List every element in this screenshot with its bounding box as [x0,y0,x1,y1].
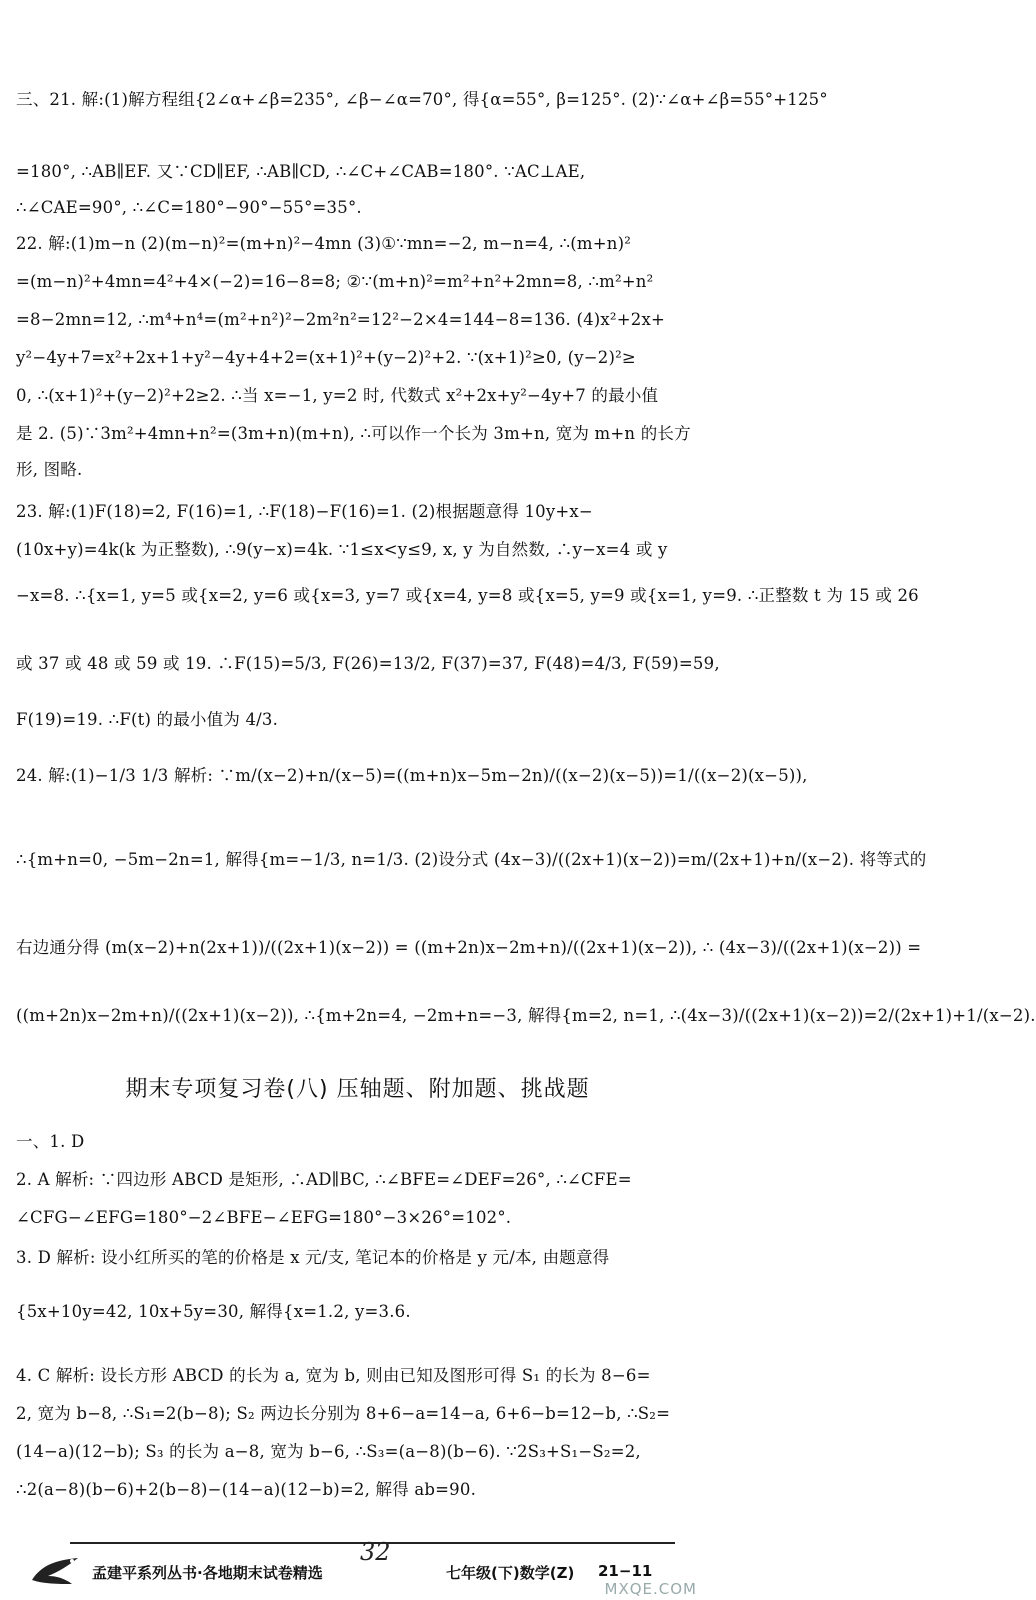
answer-line: (10x+y)=4k(k 为正整数), ∴9(y−x)=4k. ∵1≤x<y≤9, x, y 为自然数, ∴y−x=4 或 y [16,540,668,559]
book-series-title: 孟建平系列丛书·各地期末试卷精选 [92,1564,323,1582]
answer-line: =8−2mn=12, ∴m⁴+n⁴=(m²+n²)²−2m²n²=12²−2×4=144−8=136. (4)x²+2x+ [16,310,665,329]
section-heading: 期末专项复习卷(八) 压轴题、附加题、挑战题 [125,1077,590,1102]
answer-line: {5x+10y=42, 10x+5y=30, 解得{x=1.2, y=3.6. [16,1302,411,1321]
answer-line: 形, 图略. [16,460,83,479]
answer-line: −x=8. ∴{x=1, y=5 或{x=2, y=6 或{x=3, y=7 或{x=4, y=8 或{x=5, y=9 或{x=1, y=9. ∴正整数 t 为 15 或 26 [16,586,919,605]
page-number: 21−11 [598,1562,653,1580]
page-footer [0,1536,715,1600]
answer-line: ∴∠CAE=90°, ∴∠C=180°−90°−55°=35°. [16,198,362,217]
answer-line: ∠CFG−∠EFG=180°−2∠BFE−∠EFG=180°−3×26°=102°. [16,1208,512,1227]
answer-line: 一、1. D [16,1132,85,1151]
answer-line: =180°, ∴AB∥EF. 又∵CD∥EF, ∴AB∥CD, ∴∠C+∠CAB=180°. ∵AC⊥AE, [16,162,586,181]
answer-line: ∴{m+n=0, −5m−2n=1, 解得{m=−1/3, n=1/3. (2)设分式 (4x−3)/((2x+1)(x−2))=m/(2x+1)+n/(x−2). 将等式的 [16,850,927,869]
handwritten-page-number: 32 [360,1538,391,1566]
answer-line: =(m−n)²+4mn=4²+4×(−2)=16−8=8; ②∵(m+n)²=m²+n²+2mn=8, ∴m²+n² [16,272,654,291]
answer-line: 右边通分得 (m(x−2)+n(2x+1))/((2x+1)(x−2)) = ((m+2n)x−2m+n)/((2x+1)(x−2)), ∴ (4x−3)/((2x+1)(x−2)) = [16,938,922,957]
answer-line: 0, ∴(x+1)²+(y−2)²+2≥2. ∴当 x=−1, y=2 时, 代数式 x²+2x+y²−4y+7 的最小值 [16,386,659,405]
answer-line: 3. D 解析: 设小红所买的笔的价格是 x 元/支, 笔记本的价格是 y 元/本, 由题意得 [16,1248,610,1267]
publisher-bird-icon [28,1550,84,1590]
answer-line: 2, 宽为 b−8, ∴S₁=2(b−8); S₂ 两边长分别为 8+6−a=14−a, 6+6−b=12−b, ∴S₂= [16,1404,671,1423]
answer-line: 23. 解:(1)F(18)=2, F(16)=1, ∴F(18)−F(16)=1. (2)根据题意得 10y+x− [16,502,593,521]
answer-line: F(19)=19. ∴F(t) 的最小值为 4/3. [16,710,279,729]
watermark-logo: MXQE.COM [604,1580,697,1598]
answer-line: 是 2. (5)∵3m²+4mn+n²=(3m+n)(m+n), ∴可以作一个长为 3m+n, 宽为 m+n 的长方 [16,424,691,443]
answer-line: 或 37 或 48 或 59 或 19. ∴F(15)=5/3, F(26)=13/2, F(37)=37, F(48)=4/3, F(59)=59, [16,654,720,673]
answer-line: 24. 解:(1)−1/3 1/3 解析: ∵m/(x−2)+n/(x−5)=((m+n)x−5m−2n)/((x−2)(x−5))=1/((x−2)(x−5)), [16,766,808,785]
answer-line: ((m+2n)x−2m+n)/((2x+1)(x−2)), ∴{m+2n=4, −2m+n=−3, 解得{m=2, n=1, ∴(4x−3)/((2x+1)(x−2))=2/(2x+1)+1/(x−2). [16,1006,1036,1025]
answer-line: 22. 解:(1)m−n (2)(m−n)²=(m+n)²−4mn (3)①∵mn=−2, m−n=4, ∴(m+n)² [16,234,632,253]
answer-line: 三、21. 解:(1)解方程组{2∠α+∠β=235°, ∠β−∠α=70°, 得{α=55°, β=125°. (2)∵∠α+∠β=55°+125° [16,90,828,109]
answer-line: (14−a)(12−b); S₃ 的长为 a−8, 宽为 b−6, ∴S₃=(a−8)(b−6). ∵2S₃+S₁−S₂=2, [16,1442,641,1461]
answer-line: 2. A 解析: ∵四边形 ABCD 是矩形, ∴AD∥BC, ∴∠BFE=∠DEF=26°, ∴∠CFE= [16,1170,632,1189]
answer-line: 4. C 解析: 设长方形 ABCD 的长为 a, 宽为 b, 则由已知及图形可得 S₁ 的长为 8−6= [16,1366,651,1385]
answer-line: ∴2(a−8)(b−6)+2(b−8)−(14−a)(12−b)=2, 解得 ab=90. [16,1480,477,1499]
grade-subject-label: 七年级(下)数学(Z) [446,1564,575,1582]
answer-line: y²−4y+7=x²+2x+1+y²−4y+4+2=(x+1)²+(y−2)²+2. ∵(x+1)²≥0, (y−2)²≥ [16,348,636,367]
